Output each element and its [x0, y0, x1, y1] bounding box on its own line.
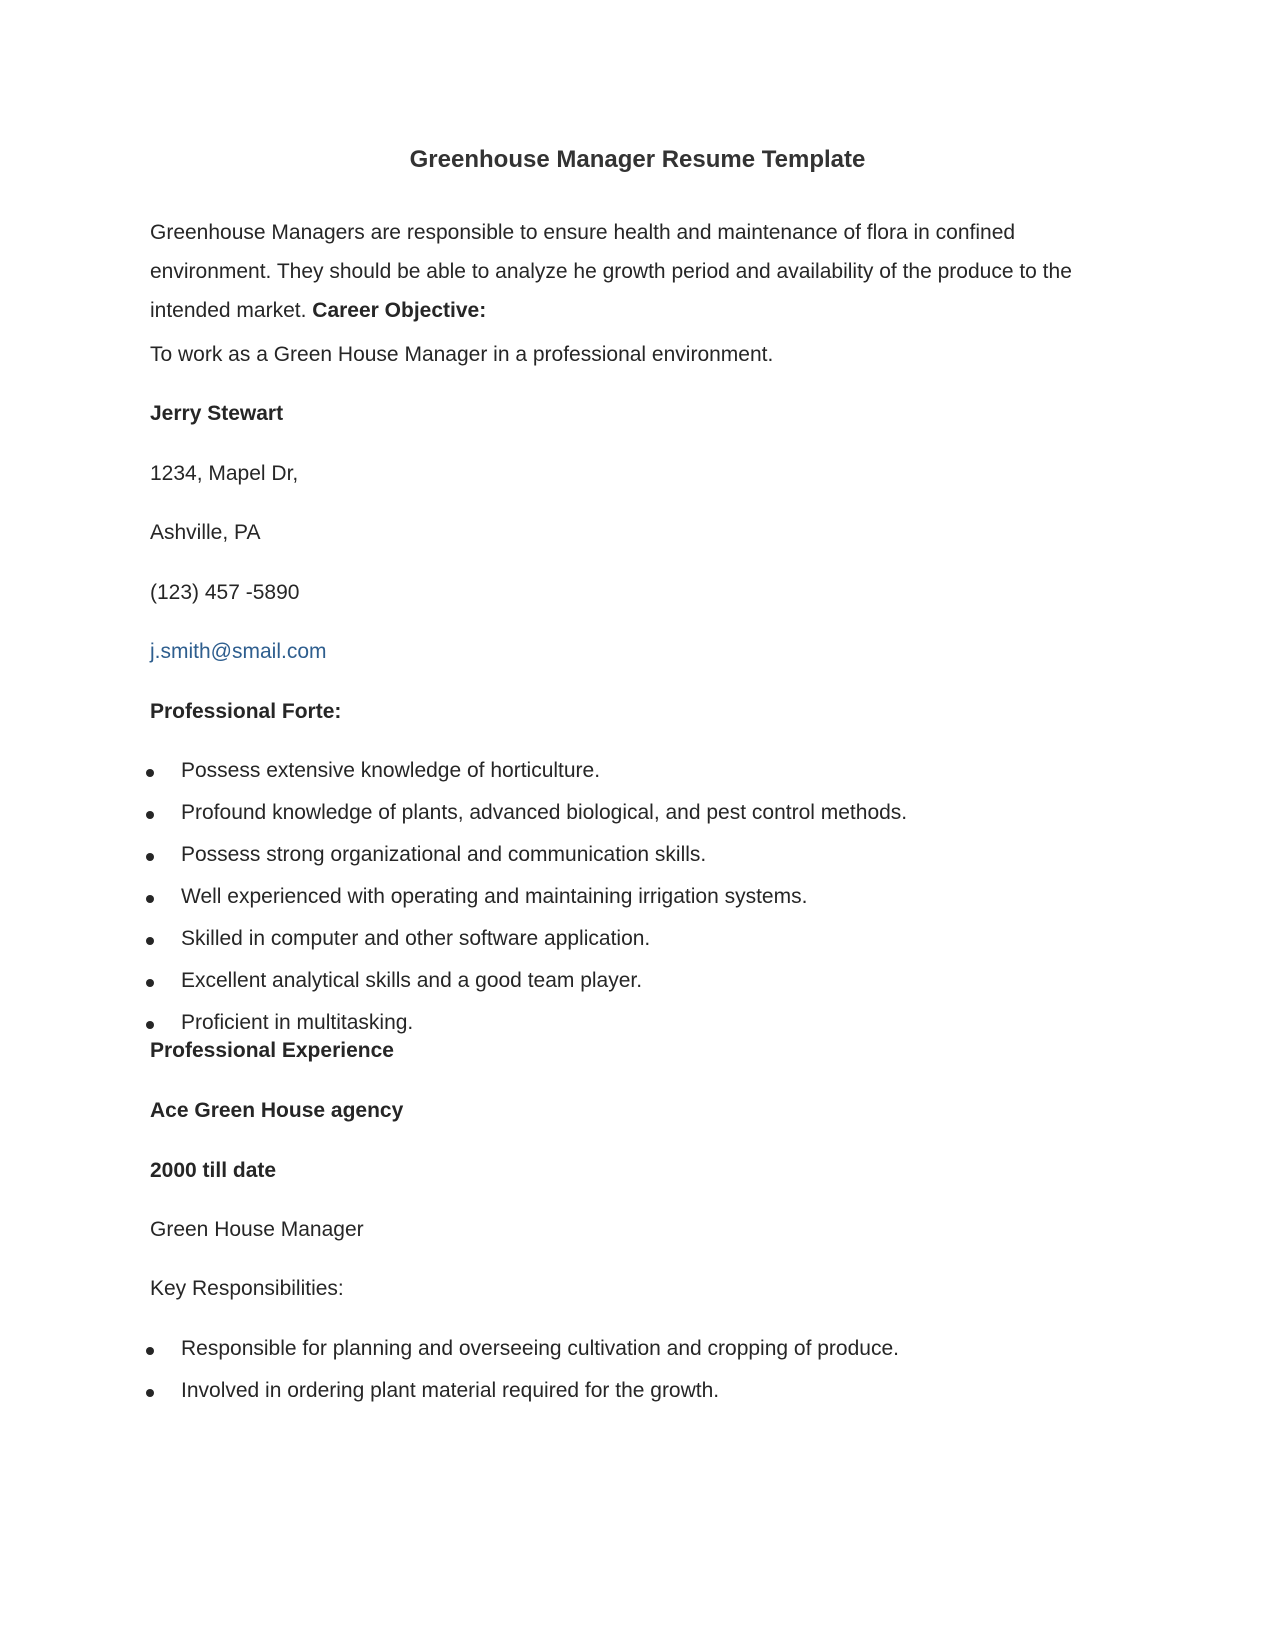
- list-item: Proficient in multitasking.: [0, 1011, 1275, 1053]
- career-objective-label: Career Objective:: [312, 299, 487, 322]
- bullet-icon: [146, 853, 154, 861]
- company-name: Ace Green House agency: [150, 1099, 404, 1122]
- bullet-icon: [146, 1347, 154, 1355]
- employment-period: 2000 till date: [150, 1159, 277, 1182]
- bullet-icon: [146, 1389, 154, 1397]
- bullet-icon: [146, 937, 154, 945]
- key-responsibilities-label: Key Responsibilities:: [150, 1277, 344, 1300]
- job-role: Green House Manager: [150, 1218, 364, 1241]
- list-item: Possess strong organizational and communication skills.: [0, 843, 1275, 885]
- address-line-1: 1234, Mapel Dr,: [150, 462, 299, 485]
- intro-text: Greenhouse Managers are responsible to ensure health and maintenance of flora in confined environment. They should be able to analyze he growth period and availability of the produce to the intended market.: [150, 221, 1072, 322]
- list-item: Profound knowledge of plants, advanced biological, and pest control methods.: [0, 801, 1275, 843]
- document-title: Greenhouse Manager Resume Template: [409, 146, 866, 173]
- bullet-icon: [146, 1021, 154, 1029]
- phone-number: (123) 457 -5890: [150, 581, 300, 604]
- list-item: Responsible for planning and overseeing cultivation and cropping of produce.: [0, 1337, 1275, 1379]
- list-item: Skilled in computer and other software application.: [0, 927, 1275, 969]
- forte-list: [0, 759, 1275, 1053]
- list-item: Well experienced with operating and maintaining irrigation systems.: [0, 885, 1275, 927]
- professional-forte-heading: Professional Forte:: [150, 700, 342, 723]
- bullet-icon: [146, 895, 154, 903]
- bullet-icon: [146, 811, 154, 819]
- objective-text: To work as a Green House Manager in a professional environment.: [150, 343, 774, 366]
- list-item: Possess extensive knowledge of horticulture.: [0, 759, 1275, 801]
- responsibilities-list: [0, 1337, 1275, 1421]
- email-link[interactable]: j.smith@smail.com: [150, 640, 327, 663]
- list-item: Involved in ordering plant material required for the growth.: [0, 1379, 1275, 1421]
- bullet-icon: [146, 769, 154, 777]
- professional-experience-heading: Professional Experience: [150, 1039, 394, 1062]
- candidate-name: Jerry Stewart: [150, 402, 284, 425]
- address-line-2: Ashville, PA: [150, 521, 261, 544]
- bullet-icon: [146, 979, 154, 987]
- list-item: Excellent analytical skills and a good team player.: [0, 969, 1275, 1011]
- intro-paragraph: [150, 213, 1130, 330]
